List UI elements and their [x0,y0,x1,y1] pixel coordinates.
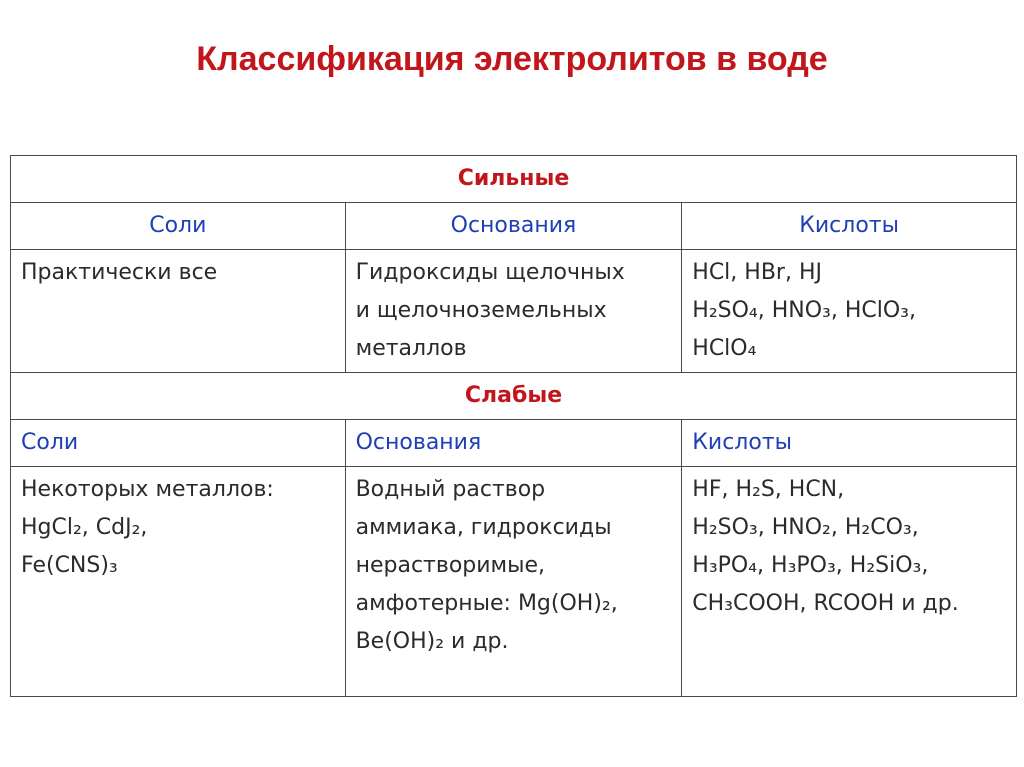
weak-bases-header: Основания [345,420,682,467]
weak-bases-line: амфотерные: Mg(OH)₂, [355,591,618,616]
weak-bases-line: Be(OH)₂ и др. [355,629,509,654]
weak-acids-line: CH₃COOH, RCOOH и др. [692,591,959,616]
strong-acids-header: Кислоты [682,203,1017,250]
strong-bases-cell [345,250,682,373]
weak-section-row [11,373,1017,420]
strong-section-row [11,156,1017,203]
strong-salts-cell [11,250,346,373]
strong-acids-line: H₂SO₄, HNO₃, HClO₃, [692,298,916,323]
strong-bases-line: и щелочноземельных [355,298,607,323]
weak-salts-line: Некоторых металлов: [21,477,274,502]
strong-content-row [11,250,1017,373]
strong-acids-line: HClO₄ [692,336,757,361]
strong-bases-header: Основания [345,203,682,250]
weak-acids-cell [682,467,1017,697]
weak-acids-line: H₂SO₃, HNO₂, H₂CO₃, [692,515,919,540]
weak-acids-header: Кислоты [682,420,1017,467]
page-title: Классификация электролитов в воде [196,40,828,78]
weak-column-header-row [11,420,1017,467]
strong-heading: Сильные [11,156,1017,203]
weak-heading: Слабые [11,373,1017,420]
strong-acids-cell [682,250,1017,373]
electrolytes-table [10,155,1017,697]
strong-salts-header: Соли [11,203,346,250]
weak-salts-line: HgCl₂, CdJ₂, [21,515,148,540]
weak-bases-line: аммиака, гидроксиды [355,515,612,540]
weak-bases-cell [345,467,682,697]
weak-bases-line: Водный раствор [355,477,546,502]
weak-content-row [11,467,1017,697]
strong-acids-line: HCl, HBr, HJ [692,260,822,285]
strong-salts-line: Практически все [21,260,218,285]
strong-column-header-row [11,203,1017,250]
weak-salts-line: Fe(CNS)₃ [21,553,118,578]
strong-bases-line: Гидроксиды щелочных [355,260,625,285]
weak-bases-line: нерастворимые, [355,553,546,578]
weak-acids-line: H₃PO₄, H₃PO₃, H₂SiO₃, [692,553,929,578]
weak-salts-cell [11,467,346,697]
weak-salts-header: Соли [11,420,346,467]
strong-bases-line: металлов [355,336,467,361]
weak-acids-line: HF, H₂S, HCN, [692,477,845,502]
